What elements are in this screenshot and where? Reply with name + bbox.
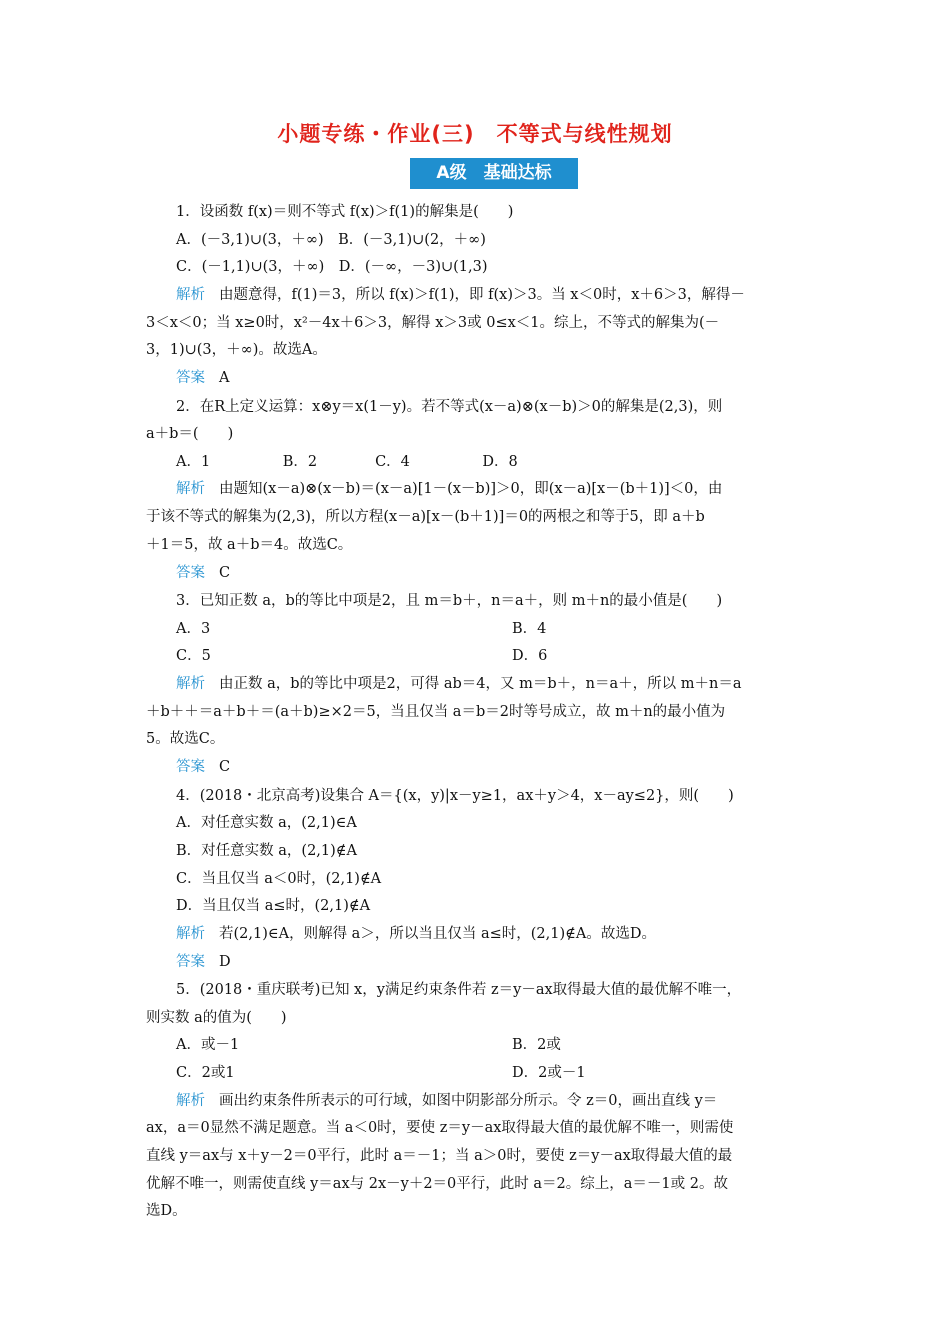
- question-3-option-c: C．5: [176, 648, 211, 664]
- question-5-option-b: B．2或: [512, 1037, 561, 1053]
- question-4-answer: 答案 D: [176, 954, 231, 970]
- question-4-option-d: D．当且仅当 a≤时，(2,1)∉A: [176, 898, 371, 914]
- question-3-option-b: B．4: [512, 621, 547, 637]
- question-4-option-a: A．对任意实数 a，(2,1)∈A: [176, 815, 357, 831]
- question-3: 3．已知正数 a，b的等比中项是2，且 m＝b＋，n＝a＋，则 m＋n的最小值是( ): [176, 593, 723, 609]
- question-5-line: 则实数 a的值为( ): [146, 1010, 287, 1026]
- question-1-solution-line: 3＜x＜0；当 x≥0时，x²－4x＋6＞3，解得 x＞3或 0≤x＜1。综上，不等式的解集为(－: [146, 315, 720, 331]
- question-3-option-a: A．3: [176, 621, 211, 637]
- analysis-label: 解析: [176, 1093, 205, 1109]
- analysis-label: 解析: [176, 676, 205, 692]
- question-3-answer: 答案 C: [176, 759, 231, 775]
- question-1-solution-line: 解析 由题意得，f(1)＝3，所以 f(x)＞f(1)，即 f(x)＞3。当 x＜0时，x＋6＞3，解得－: [176, 287, 745, 303]
- question-2-solution-line: 解析 由题知(x－a)⊗(x－b)＝(x－a)[1－(x－b)]＞0，即(x－a)[x－(b＋1)]＜0，由: [176, 481, 723, 497]
- question-1-options-cd: C．(－1,1)∪(3，＋∞) D．(－∞，－3)∪(1,3): [176, 259, 488, 275]
- question-2-options: A．1 B．2 C．4 D．8: [176, 454, 518, 470]
- question-5-solution-line: 选D。: [146, 1203, 187, 1219]
- question-5-option-c: C．2或1: [176, 1065, 235, 1081]
- question-2-solution-line: ＋1＝5，故 a＋b＝4。故选C。: [146, 537, 353, 553]
- level-badge: A级 基础达标: [410, 158, 578, 189]
- question-4: 4．(2018・北京高考)设集合 A＝{(x，y)|x－y≥1，ax＋y＞4，x－ay≤2}，则( ): [176, 788, 734, 804]
- answer-label: 答案: [176, 370, 205, 386]
- question-5-solution-line: 直线 y＝ax与 x＋y－2＝0平行，此时 a＝－1；当 a＞0时，要使 z＝y－ax取得最大值的最: [146, 1148, 733, 1164]
- page-title: 小题专练・作业(三) 不等式与线性规划: [277, 122, 673, 146]
- answer-label: 答案: [176, 565, 205, 581]
- question-4-solution-line: 解析 若(2,1)∈A，则解得 a＞，所以当且仅当 a≤时，(2,1)∉A。故选D。: [176, 926, 656, 942]
- analysis-label: 解析: [176, 481, 205, 497]
- question-5-option-a: A．或－1: [176, 1037, 240, 1053]
- question-5-solution-line: 解析 画出约束条件所表示的可行域，如图中阴影部分所示。令 z＝0，画出直线 y＝: [176, 1093, 718, 1109]
- analysis-label: 解析: [176, 926, 205, 942]
- question-4-option-b: B．对任意实数 a，(2,1)∉A: [176, 843, 357, 859]
- answer-label: 答案: [176, 759, 205, 775]
- question-1: 1．设函数 f(x)＝则不等式 f(x)＞f(1)的解集是( ): [176, 204, 514, 220]
- question-5-solution-line: 优解不唯一，则需使直线 y＝ax与 2x－y＋2＝0平行，此时 a＝2。综上，a＝－1或 2。故: [146, 1176, 728, 1192]
- question-1-solution-line: 3，1)∪(3，＋∞)。故选A。: [146, 342, 327, 358]
- question-3-solution-line: ＋b＋＋＝a＋b＋＝(a＋b)≥×2＝5，当且仅当 a＝b＝2时等号成立，故 m＋n的最小值为: [146, 704, 726, 720]
- question-5-solution-line: ax，a＝0显然不满足题意。当 a＜0时，要使 z＝y－ax取得最大值的最优解不唯一，则需使: [146, 1120, 734, 1136]
- question-3-solution-line: 解析 由正数 a，b的等比中项是2，可得 ab＝4，又 m＝b＋，n＝a＋，所以 m＋n＝a: [176, 676, 742, 692]
- question-2-answer: 答案 C: [176, 565, 231, 581]
- question-4-option-c: C．当且仅当 a＜0时，(2,1)∉A: [176, 871, 382, 887]
- question-5: 5．(2018・重庆联考)已知 x，y满足约束条件若 z＝y－ax取得最大值的最优解不唯一，: [176, 982, 742, 998]
- question-5-option-d: D．2或－1: [512, 1065, 586, 1081]
- answer-label: 答案: [176, 954, 205, 970]
- analysis-label: 解析: [176, 287, 205, 303]
- question-3-solution-line: 5。故选C。: [146, 731, 225, 747]
- question-1-options-ab: A．(－3,1)∪(3，＋∞) B．(－3,1)∪(2，＋∞): [176, 232, 486, 248]
- question-2-solution-line: 于该不等式的解集为(2,3)，所以方程(x－a)[x－(b＋1)]＝0的两根之和等于5，即 a＋b: [146, 509, 705, 525]
- question-2: 2．在R上定义运算：x⊗y＝x(1－y)。若不等式(x－a)⊗(x－b)＞0的解集是(2,3)，则: [176, 399, 723, 415]
- question-3-option-d: D．6: [512, 648, 548, 664]
- question-2-line: a＋b＝( ): [146, 426, 234, 442]
- question-1-answer: 答案 A: [176, 370, 230, 386]
